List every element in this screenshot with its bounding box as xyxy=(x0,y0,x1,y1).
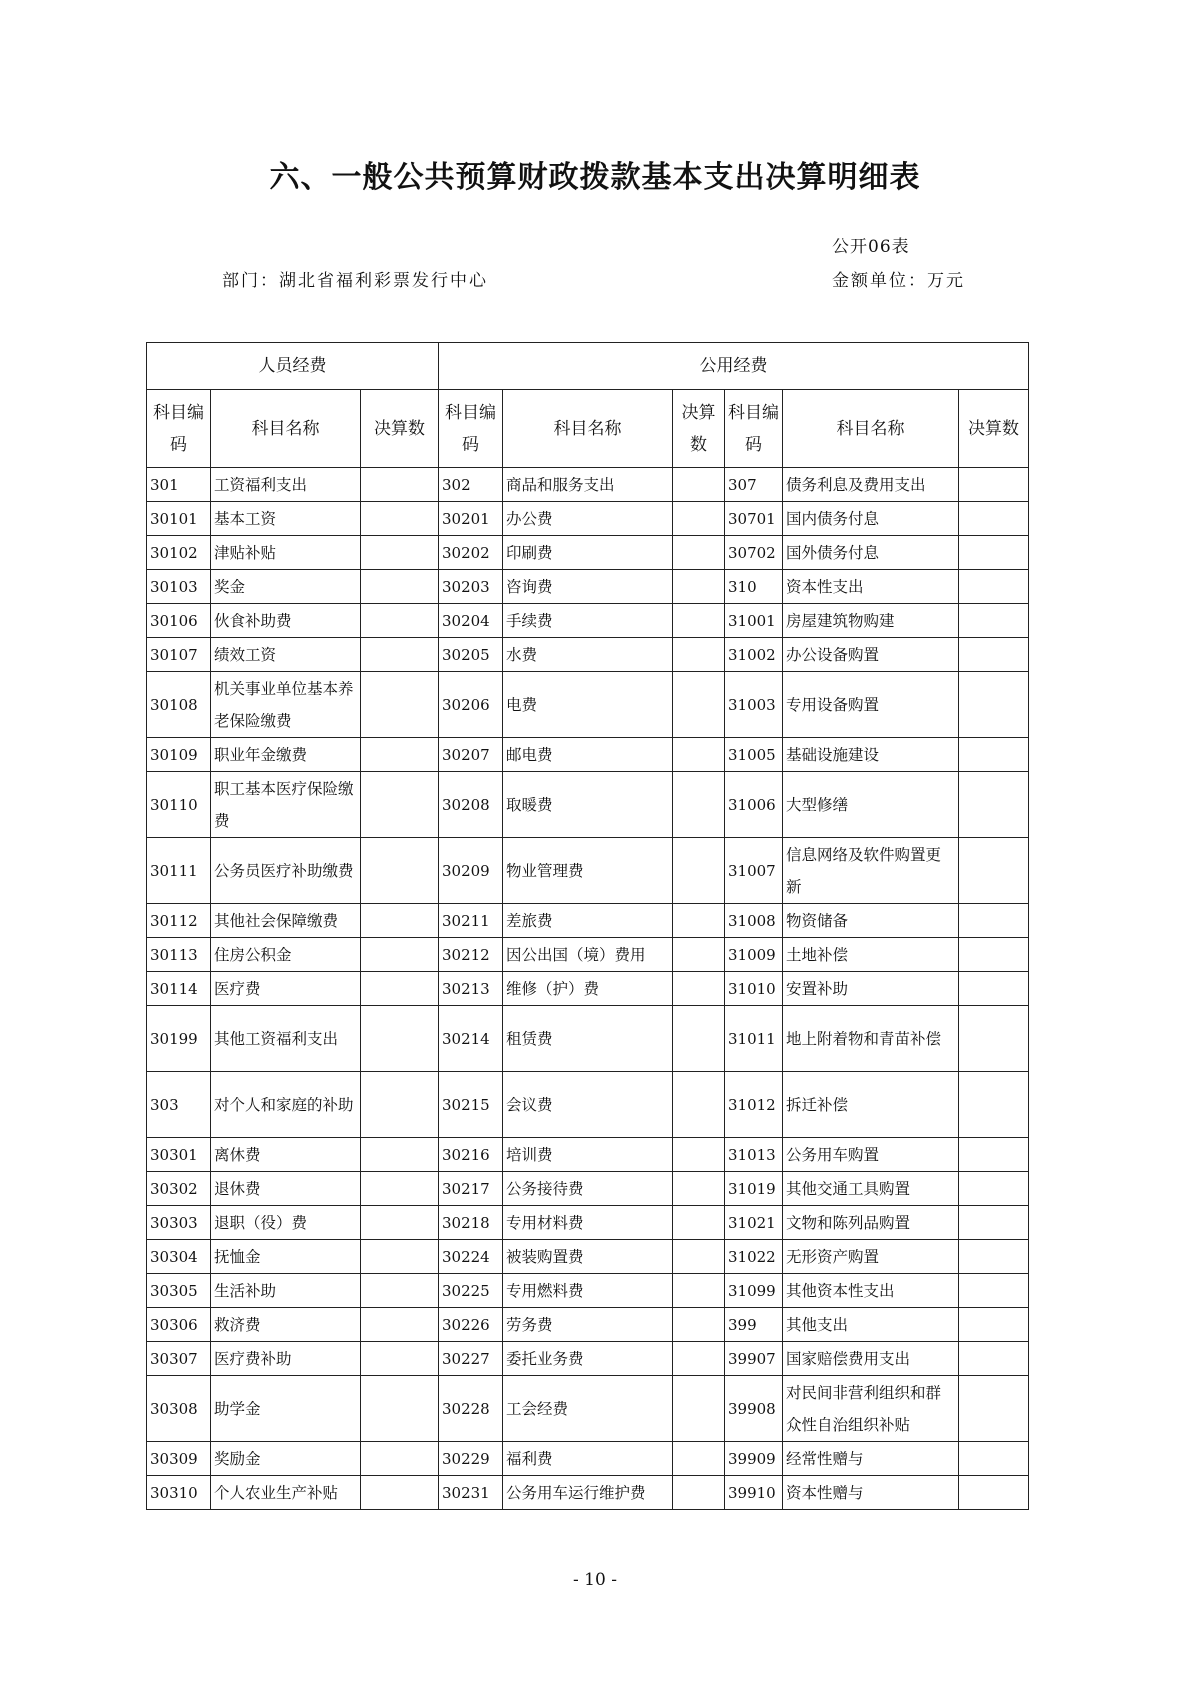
subject-code: 31003 xyxy=(725,672,783,738)
amount-cell xyxy=(959,1240,1029,1274)
subject-code: 31005 xyxy=(725,738,783,772)
header-amount: 决算数 xyxy=(361,390,439,468)
unit-label: 金额单位：万元 xyxy=(832,271,965,291)
amount-cell xyxy=(361,1308,439,1342)
subject-code: 30101 xyxy=(147,502,211,536)
amount-cell xyxy=(959,1476,1029,1510)
subject-name: 办公设备购置 xyxy=(783,638,959,672)
subject-name: 救济费 xyxy=(211,1308,361,1342)
amount-cell xyxy=(959,1072,1029,1138)
subject-code: 30702 xyxy=(725,536,783,570)
subject-name: 债务利息及费用支出 xyxy=(783,468,959,502)
amount-cell xyxy=(959,672,1029,738)
subject-code: 30114 xyxy=(147,972,211,1006)
subject-name: 物资储备 xyxy=(783,904,959,938)
subject-code: 31019 xyxy=(725,1172,783,1206)
subject-code: 30108 xyxy=(147,672,211,738)
table-row xyxy=(147,1442,1029,1476)
subject-code: 30206 xyxy=(439,672,503,738)
amount-cell xyxy=(959,972,1029,1006)
subject-name: 福利费 xyxy=(503,1442,673,1476)
subject-code: 30110 xyxy=(147,772,211,838)
amount-cell xyxy=(673,1172,725,1206)
subject-code: 31099 xyxy=(725,1274,783,1308)
amount-cell xyxy=(673,938,725,972)
amount-cell xyxy=(673,1274,725,1308)
amount-cell xyxy=(673,468,725,502)
amount-cell xyxy=(959,1308,1029,1342)
subject-name: 无形资产购置 xyxy=(783,1240,959,1274)
subject-name: 退职（役）费 xyxy=(211,1206,361,1240)
subject-code: 30102 xyxy=(147,536,211,570)
amount-cell xyxy=(673,1476,725,1510)
amount-cell xyxy=(673,604,725,638)
subject-name: 被装购置费 xyxy=(503,1240,673,1274)
expenditure-table xyxy=(146,342,1029,1510)
amount-cell xyxy=(361,570,439,604)
table-row xyxy=(147,1072,1029,1138)
subject-code: 30216 xyxy=(439,1138,503,1172)
subject-name: 工资福利支出 xyxy=(211,468,361,502)
amount-cell xyxy=(959,604,1029,638)
amount-cell xyxy=(673,570,725,604)
amount-cell xyxy=(361,1206,439,1240)
subject-code: 30304 xyxy=(147,1240,211,1274)
subject-name: 水费 xyxy=(503,638,673,672)
amount-cell xyxy=(361,1240,439,1274)
amount-cell xyxy=(361,1138,439,1172)
amount-cell xyxy=(959,1342,1029,1376)
subject-name: 印刷费 xyxy=(503,536,673,570)
subject-name: 地上附着物和青苗补偿 xyxy=(783,1006,959,1072)
subject-name: 劳务费 xyxy=(503,1308,673,1342)
amount-cell xyxy=(959,1172,1029,1206)
subject-code: 31001 xyxy=(725,604,783,638)
subject-code: 39907 xyxy=(725,1342,783,1376)
subject-code: 30208 xyxy=(439,772,503,838)
subject-code: 30207 xyxy=(439,738,503,772)
amount-cell xyxy=(959,1376,1029,1442)
subject-code: 30217 xyxy=(439,1172,503,1206)
subject-code: 39910 xyxy=(725,1476,783,1510)
amount-cell xyxy=(959,938,1029,972)
subject-code: 31012 xyxy=(725,1072,783,1138)
amount-cell xyxy=(361,468,439,502)
subject-name: 国内债务付息 xyxy=(783,502,959,536)
subject-code: 31009 xyxy=(725,938,783,972)
subject-code: 310 xyxy=(725,570,783,604)
header-code: 科目编码 xyxy=(147,390,211,468)
amount-cell xyxy=(673,1006,725,1072)
amount-cell xyxy=(673,502,725,536)
amount-cell xyxy=(361,1376,439,1442)
amount-cell xyxy=(959,838,1029,904)
amount-cell xyxy=(361,972,439,1006)
subject-name: 手续费 xyxy=(503,604,673,638)
table-row xyxy=(147,738,1029,772)
subject-name: 专用材料费 xyxy=(503,1206,673,1240)
amount-cell xyxy=(673,738,725,772)
amount-cell xyxy=(361,604,439,638)
subject-code: 30307 xyxy=(147,1342,211,1376)
subject-code: 31013 xyxy=(725,1138,783,1172)
amount-cell xyxy=(673,672,725,738)
subject-name: 公务员医疗补助缴费 xyxy=(211,838,361,904)
subject-name: 办公费 xyxy=(503,502,673,536)
table-row xyxy=(147,838,1029,904)
table-row xyxy=(147,772,1029,838)
amount-cell xyxy=(673,1240,725,1274)
subject-code: 30199 xyxy=(147,1006,211,1072)
subject-name: 津贴补贴 xyxy=(211,536,361,570)
subject-code: 30215 xyxy=(439,1072,503,1138)
table-row xyxy=(147,938,1029,972)
amount-cell xyxy=(361,672,439,738)
subject-name: 工会经费 xyxy=(503,1376,673,1442)
subject-code: 39908 xyxy=(725,1376,783,1442)
amount-cell xyxy=(361,1006,439,1072)
subject-name: 公务用车购置 xyxy=(783,1138,959,1172)
group-header-public: 公用经费 xyxy=(439,343,1029,390)
amount-cell xyxy=(361,938,439,972)
subject-code: 30212 xyxy=(439,938,503,972)
subject-code: 30309 xyxy=(147,1442,211,1476)
subject-name: 生活补助 xyxy=(211,1274,361,1308)
subject-name: 差旅费 xyxy=(503,904,673,938)
subject-code: 30310 xyxy=(147,1476,211,1510)
subject-name: 奖励金 xyxy=(211,1442,361,1476)
header-name: 科目名称 xyxy=(211,390,361,468)
subject-code: 30201 xyxy=(439,502,503,536)
subject-code: 30107 xyxy=(147,638,211,672)
table-row xyxy=(147,502,1029,536)
table-row xyxy=(147,672,1029,738)
subject-code: 30301 xyxy=(147,1138,211,1172)
subject-name: 土地补偿 xyxy=(783,938,959,972)
subject-code: 30106 xyxy=(147,604,211,638)
amount-cell xyxy=(673,1206,725,1240)
subject-name: 资本性支出 xyxy=(783,570,959,604)
subject-name: 房屋建筑物购建 xyxy=(783,604,959,638)
subject-name: 租赁费 xyxy=(503,1006,673,1072)
amount-cell xyxy=(361,904,439,938)
subject-code: 31021 xyxy=(725,1206,783,1240)
amount-cell xyxy=(959,1006,1029,1072)
subject-name: 取暖费 xyxy=(503,772,673,838)
header-code: 科目编码 xyxy=(725,390,783,468)
subject-name: 电费 xyxy=(503,672,673,738)
amount-cell xyxy=(361,536,439,570)
subject-name: 个人农业生产补贴 xyxy=(211,1476,361,1510)
subject-name: 邮电费 xyxy=(503,738,673,772)
subject-name: 住房公积金 xyxy=(211,938,361,972)
amount-cell xyxy=(361,1442,439,1476)
subject-name: 伙食补助费 xyxy=(211,604,361,638)
subject-code: 30202 xyxy=(439,536,503,570)
amount-cell xyxy=(673,1308,725,1342)
subject-code: 30231 xyxy=(439,1476,503,1510)
subject-code: 30111 xyxy=(147,838,211,904)
header-name: 科目名称 xyxy=(503,390,673,468)
table-row xyxy=(147,1138,1029,1172)
amount-cell xyxy=(673,772,725,838)
subject-name: 助学金 xyxy=(211,1376,361,1442)
amount-cell xyxy=(959,468,1029,502)
amount-cell xyxy=(361,838,439,904)
subject-name: 职业年金缴费 xyxy=(211,738,361,772)
subject-code: 30211 xyxy=(439,904,503,938)
table-row xyxy=(147,604,1029,638)
subject-code: 39909 xyxy=(725,1442,783,1476)
subject-code: 30205 xyxy=(439,638,503,672)
amount-cell xyxy=(959,502,1029,536)
subject-code: 30214 xyxy=(439,1006,503,1072)
subject-code: 31010 xyxy=(725,972,783,1006)
subject-name: 安置补助 xyxy=(783,972,959,1006)
subject-name: 其他资本性支出 xyxy=(783,1274,959,1308)
amount-cell xyxy=(361,1274,439,1308)
table-row xyxy=(147,468,1029,502)
subject-code: 30305 xyxy=(147,1274,211,1308)
subject-code: 30701 xyxy=(725,502,783,536)
subject-code: 30225 xyxy=(439,1274,503,1308)
amount-cell xyxy=(673,1342,725,1376)
amount-cell xyxy=(959,570,1029,604)
subject-name: 委托业务费 xyxy=(503,1342,673,1376)
amount-cell xyxy=(959,638,1029,672)
page-number: - 10 - xyxy=(573,1570,617,1590)
amount-cell xyxy=(673,1072,725,1138)
subject-code: 30103 xyxy=(147,570,211,604)
subject-name: 维修（护）费 xyxy=(503,972,673,1006)
subject-name: 专用设备购置 xyxy=(783,672,959,738)
subject-name: 退休费 xyxy=(211,1172,361,1206)
subject-name: 物业管理费 xyxy=(503,838,673,904)
amount-cell xyxy=(959,1442,1029,1476)
amount-cell xyxy=(361,638,439,672)
subject-name: 国外债务付息 xyxy=(783,536,959,570)
table-row xyxy=(147,570,1029,604)
page-title: 六、一般公共预算财政拨款基本支出决算明细表 xyxy=(269,160,921,195)
table-row xyxy=(147,1342,1029,1376)
subject-code: 301 xyxy=(147,468,211,502)
table-row xyxy=(147,972,1029,1006)
amount-cell xyxy=(673,904,725,938)
subject-name: 奖金 xyxy=(211,570,361,604)
subject-code: 31011 xyxy=(725,1006,783,1072)
amount-cell xyxy=(673,1442,725,1476)
amount-cell xyxy=(959,772,1029,838)
amount-cell xyxy=(673,972,725,1006)
subject-name: 经常性赠与 xyxy=(783,1442,959,1476)
subject-name: 职工基本医疗保险缴费 xyxy=(211,772,361,838)
subject-name: 其他社会保障缴费 xyxy=(211,904,361,938)
amount-cell xyxy=(361,772,439,838)
subject-name: 其他交通工具购置 xyxy=(783,1172,959,1206)
subject-name: 公务用车运行维护费 xyxy=(503,1476,673,1510)
subject-name: 资本性赠与 xyxy=(783,1476,959,1510)
department-label: 部门：湖北省福利彩票发行中心 xyxy=(222,271,488,291)
subject-name: 基本工资 xyxy=(211,502,361,536)
subject-code: 30227 xyxy=(439,1342,503,1376)
amount-cell xyxy=(361,1476,439,1510)
subject-name: 信息网络及软件购置更新 xyxy=(783,838,959,904)
subject-code: 30228 xyxy=(439,1376,503,1442)
subject-name: 抚恤金 xyxy=(211,1240,361,1274)
subject-code: 30203 xyxy=(439,570,503,604)
header-code: 科目编码 xyxy=(439,390,503,468)
subject-code: 30226 xyxy=(439,1308,503,1342)
subject-code: 30213 xyxy=(439,972,503,1006)
subject-name: 拆迁补偿 xyxy=(783,1072,959,1138)
subject-code: 30224 xyxy=(439,1240,503,1274)
subject-name: 对民间非营利组织和群众性自治组织补贴 xyxy=(783,1376,959,1442)
table-row xyxy=(147,1274,1029,1308)
subject-name: 基础设施建设 xyxy=(783,738,959,772)
subject-code: 302 xyxy=(439,468,503,502)
subject-code: 31006 xyxy=(725,772,783,838)
subject-name: 医疗费补助 xyxy=(211,1342,361,1376)
table-row xyxy=(147,904,1029,938)
table-row xyxy=(147,1376,1029,1442)
amount-cell xyxy=(959,738,1029,772)
amount-cell xyxy=(361,1072,439,1138)
header-name: 科目名称 xyxy=(783,390,959,468)
subject-code: 30204 xyxy=(439,604,503,638)
amount-cell xyxy=(959,1206,1029,1240)
subject-code: 307 xyxy=(725,468,783,502)
subject-code: 30229 xyxy=(439,1442,503,1476)
subject-name: 咨询费 xyxy=(503,570,673,604)
subject-name: 培训费 xyxy=(503,1138,673,1172)
table-number: 公开06表 xyxy=(832,237,910,257)
subject-code: 31007 xyxy=(725,838,783,904)
amount-cell xyxy=(959,1274,1029,1308)
subject-name: 离休费 xyxy=(211,1138,361,1172)
subject-name: 大型修缮 xyxy=(783,772,959,838)
amount-cell xyxy=(673,1138,725,1172)
subject-name: 商品和服务支出 xyxy=(503,468,673,502)
subject-code: 30109 xyxy=(147,738,211,772)
subject-name: 医疗费 xyxy=(211,972,361,1006)
subject-code: 30209 xyxy=(439,838,503,904)
amount-cell xyxy=(361,1342,439,1376)
subject-name: 因公出国（境）费用 xyxy=(503,938,673,972)
table-row xyxy=(147,536,1029,570)
table-row xyxy=(147,1172,1029,1206)
subject-name: 会议费 xyxy=(503,1072,673,1138)
amount-cell xyxy=(361,502,439,536)
subject-code: 30308 xyxy=(147,1376,211,1442)
amount-cell xyxy=(959,1138,1029,1172)
table-row xyxy=(147,638,1029,672)
subject-name: 绩效工资 xyxy=(211,638,361,672)
subject-code: 30112 xyxy=(147,904,211,938)
subject-code: 399 xyxy=(725,1308,783,1342)
subject-code: 303 xyxy=(147,1072,211,1138)
table-row xyxy=(147,1476,1029,1510)
subject-code: 30218 xyxy=(439,1206,503,1240)
amount-cell xyxy=(673,638,725,672)
subject-name: 其他工资福利支出 xyxy=(211,1006,361,1072)
amount-cell xyxy=(959,536,1029,570)
subject-name: 国家赔偿费用支出 xyxy=(783,1342,959,1376)
subject-name: 机关事业单位基本养老保险缴费 xyxy=(211,672,361,738)
subject-code: 31002 xyxy=(725,638,783,672)
subject-name: 专用燃料费 xyxy=(503,1274,673,1308)
table-row xyxy=(147,1240,1029,1274)
subject-code: 30113 xyxy=(147,938,211,972)
subject-name: 对个人和家庭的补助 xyxy=(211,1072,361,1138)
header-amount: 决算数 xyxy=(959,390,1029,468)
amount-cell xyxy=(959,904,1029,938)
amount-cell xyxy=(673,536,725,570)
group-header-personnel: 人员经费 xyxy=(147,343,439,390)
subject-name: 其他支出 xyxy=(783,1308,959,1342)
amount-cell xyxy=(673,1376,725,1442)
amount-cell xyxy=(361,1172,439,1206)
amount-cell xyxy=(673,838,725,904)
subject-code: 30303 xyxy=(147,1206,211,1240)
table-row xyxy=(147,1006,1029,1072)
table-row xyxy=(147,1206,1029,1240)
subject-code: 30302 xyxy=(147,1172,211,1206)
amount-cell xyxy=(361,738,439,772)
subject-code: 31008 xyxy=(725,904,783,938)
subject-name: 文物和陈列品购置 xyxy=(783,1206,959,1240)
table-row xyxy=(147,1308,1029,1342)
subject-code: 30306 xyxy=(147,1308,211,1342)
subject-name: 公务接待费 xyxy=(503,1172,673,1206)
header-amount: 决算数 xyxy=(673,390,725,468)
subject-code: 31022 xyxy=(725,1240,783,1274)
